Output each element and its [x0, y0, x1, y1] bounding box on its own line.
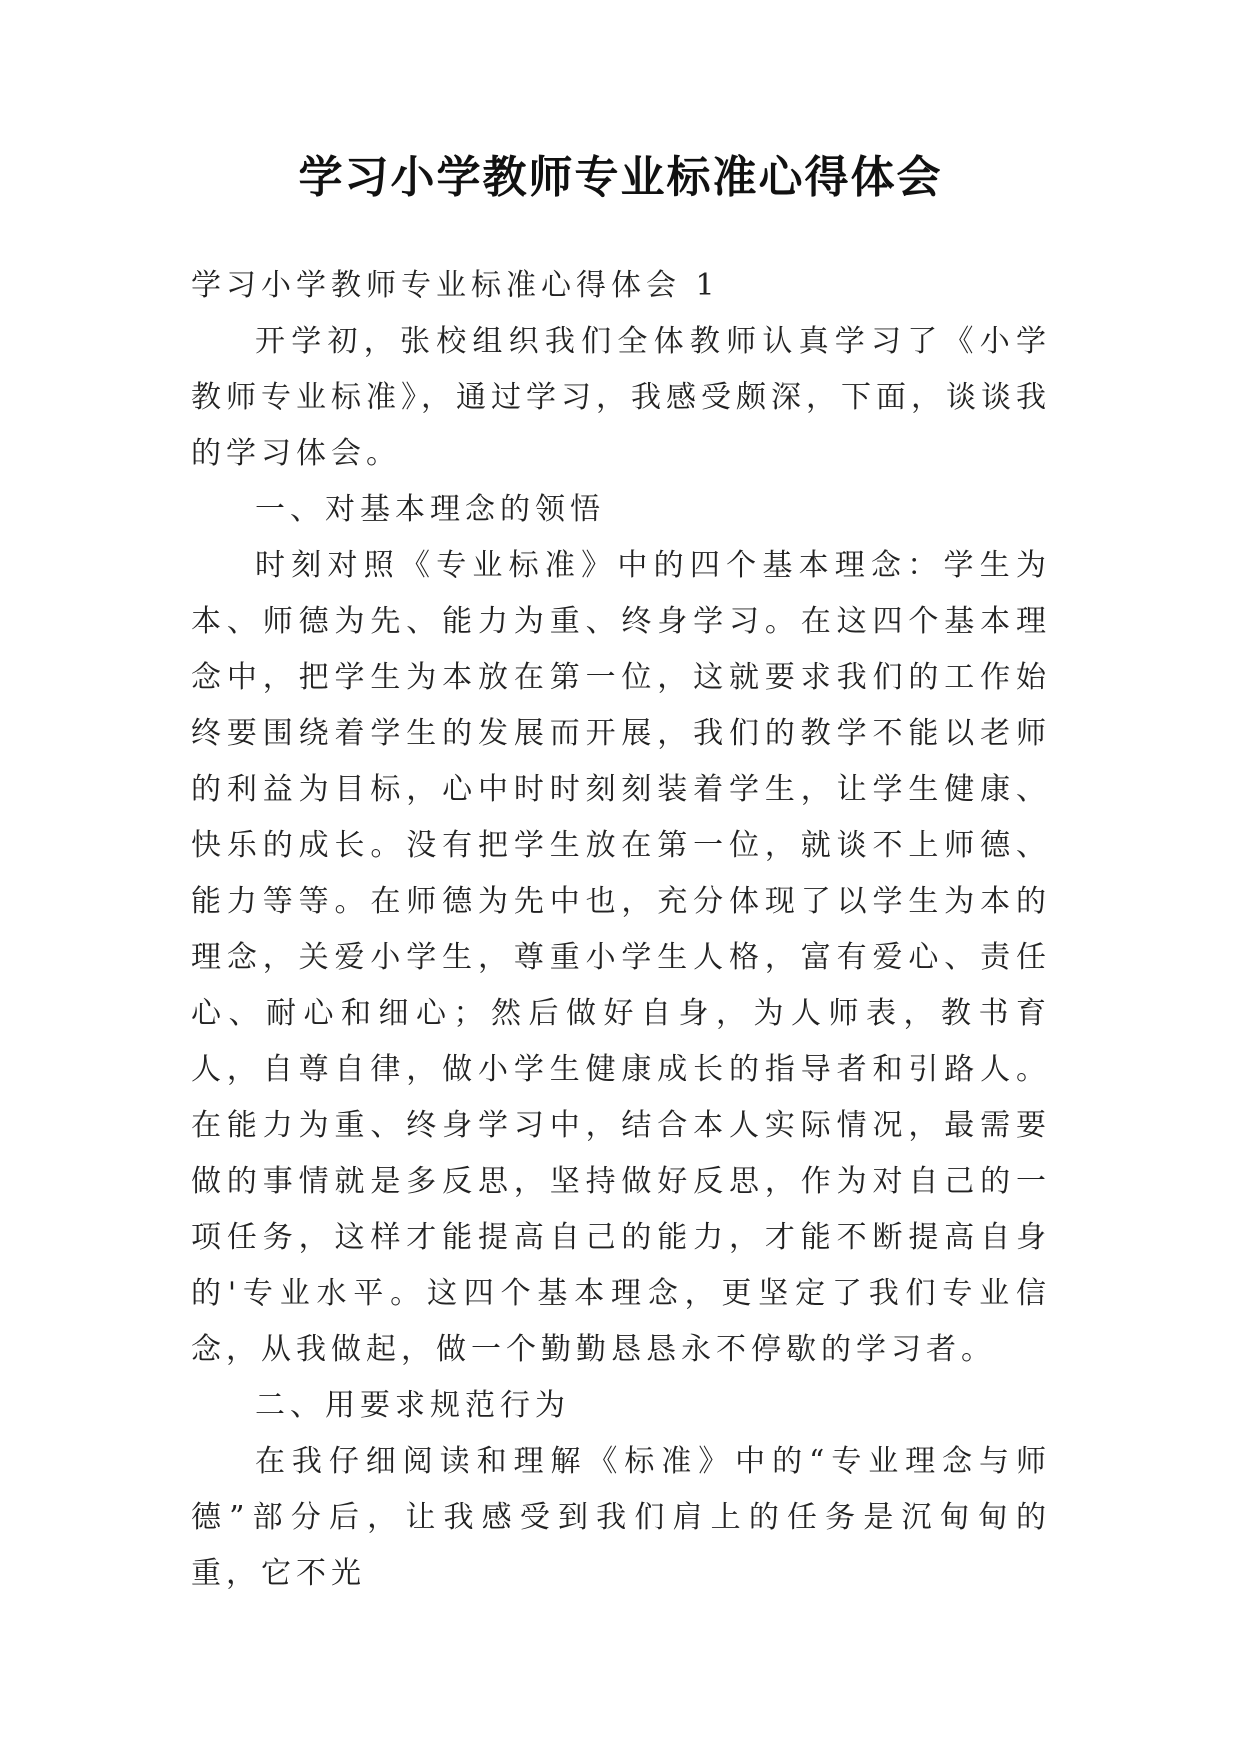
- section-heading: 学习小学教师专业标准心得体会 1: [191, 268, 720, 303]
- document-title: 学习小学教师专业标准心得体会: [298, 152, 943, 203]
- paragraph-intro: 开学初，张校组织我们全体教师认真学习了《小学教师专业标准》，通过学习，我感受颇深，下面，谈谈我的学习体会。: [191, 324, 1051, 471]
- section-heading-2: 二、用要求规范行为: [255, 1388, 570, 1423]
- paragraph-concepts: 时刻对照《专业标准》中的四个基本理念：学生为本、师德为先、能力为重、终身学习。在这四个基本理念中，把学生为本放在第一位，这就要求我们的工作始终要围绕着学生的发展而开展，我们的教学不能以老师的利益为目标，心中时时刻刻装着学生，让学生健康、快乐的成长。没有把学生放在第一位，就谈不上师德、能力等等。在师德为先中也，充分体现了以学生为本的理念，关爱小学生，尊重小学生人格，富有爱心、责任心、耐心和细心；然后做好自身，为人师表，教书育人，自尊自律，做小学生健康成长的指导者和引路人。在能力为重、终身学习中，结合本人实际情况，最需要做的事情就是多反思，坚持做好反思，作为对自己的一项任务，这样才能提高自己的能力，才能不断提高自身的'专业水平。这四个基本理念，更坚定了我们专业信念，从我做起，做一个勤勤恳恳永不停歇的学习者。: [191, 548, 1051, 1367]
- paragraph-requirements: 在我仔细阅读和理解《标准》中的“专业理念与师德”部分后，让我感受到我们肩上的任务是沉甸甸的重，它不光: [191, 1444, 1051, 1591]
- section-heading-1: 一、对基本理念的领悟: [255, 492, 605, 527]
- document-body: [191, 258, 1051, 1602]
